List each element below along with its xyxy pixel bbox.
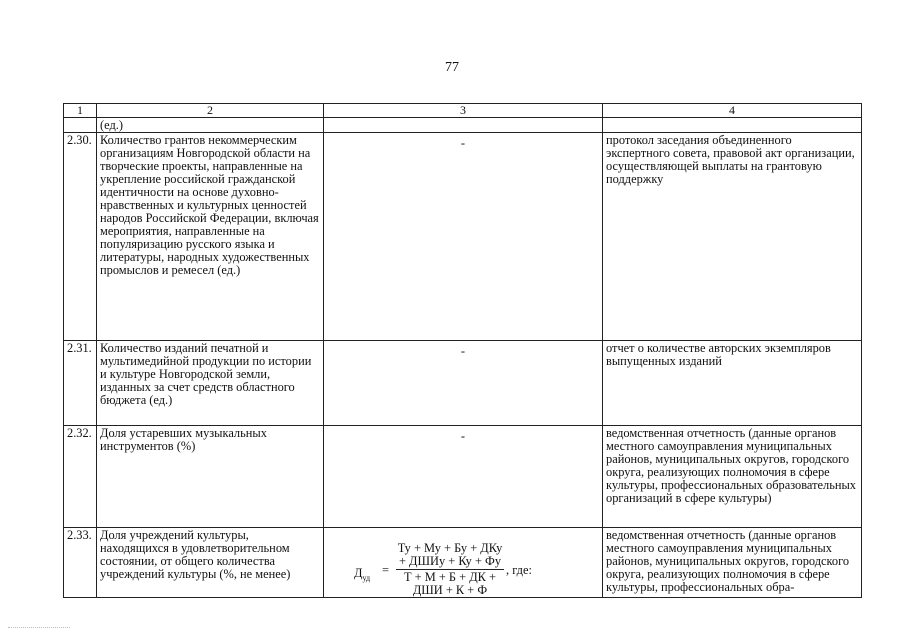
calculation-method: - <box>324 341 603 426</box>
row-number: 2.32. <box>64 426 97 528</box>
row-number: 2.31. <box>64 341 97 426</box>
formula-numerator-line-1: Ту + Му + Бу + ДКу <box>397 541 503 555</box>
calculation-method: - <box>324 426 603 528</box>
table-row <box>64 133 862 341</box>
data-source: ведомственная отчетность (данные органов местного самоуправления муниципальных районов, муниципальных округов, городского округа, реализующих полномочия в сфере культуры, профессиональных обра- <box>603 528 862 598</box>
formula-lhs: $Д_{уд}$ <box>354 566 371 583</box>
indicator-name: Количество изданий печатной и мультимедийной продукции по истории и культуре Новгородской земли, изданных за счет средств областного бюджета (ед.) <box>97 341 324 426</box>
scan-artifact <box>8 627 70 628</box>
header-col-1: 1 <box>64 104 97 118</box>
formula-numerator-line-2: + ДШИу + Ку + Фу <box>398 554 502 568</box>
calculation-method: - <box>324 133 603 341</box>
table-row <box>64 528 862 598</box>
indicator-name: Доля устаревших музыкальных инструментов (%) <box>97 426 324 528</box>
indicator-table <box>63 103 862 598</box>
data-source: ведомственная отчетность (данные органов местного самоуправления муниципальных районов, муниципальных округов, городского округа, реализующих полномочия в сфере культуры, профессиональных образовательных организаций в сфере культуры) <box>603 426 862 528</box>
continuation-text: (ед.) <box>97 118 324 133</box>
formula-where: , где: <box>506 563 532 577</box>
data-source: отчет о количестве авторских экземпляров выпущенных изданий <box>603 341 862 426</box>
header-row <box>64 104 862 118</box>
formula-denominator-line-2: ДШИ + К + Ф <box>412 583 488 597</box>
table-row <box>64 341 862 426</box>
row-number: 2.33. <box>64 528 97 598</box>
calculation-method <box>324 528 603 598</box>
row-number: 2.30. <box>64 133 97 341</box>
continuation-row <box>64 118 862 133</box>
formula <box>354 542 554 602</box>
page-number: 77 <box>445 60 459 75</box>
indicator-name: Количество грантов некоммерческим организациям Новгородской области на творческие проекты, направленные на укрепление российской гражданской идентичности на основе духовно-нравственных и культурных ценностей народов Российской Федерации, включая мероприятия, направленные на популяризацию русского языка и литературы, народных художественных промыслов и ремесел (ед.) <box>97 133 324 341</box>
table-row <box>64 426 862 528</box>
formula-denominator-line-1: Т + М + Б + ДК + <box>403 570 497 584</box>
indicator-name: Доля учреждений культуры, находящихся в удовлетворительном состоянии, от общего количества учреждений культуры (%, не менее) <box>97 528 324 598</box>
data-source: протокол заседания объединенного экспертного совета, правовой акт организации, осуществляющей выплаты на грантовую поддержку <box>603 133 862 341</box>
header-col-3: 3 <box>324 104 603 118</box>
header-col-2: 2 <box>97 104 324 118</box>
formula-equals: = <box>382 563 389 577</box>
header-col-4: 4 <box>603 104 862 118</box>
formula-fraction <box>396 542 504 597</box>
